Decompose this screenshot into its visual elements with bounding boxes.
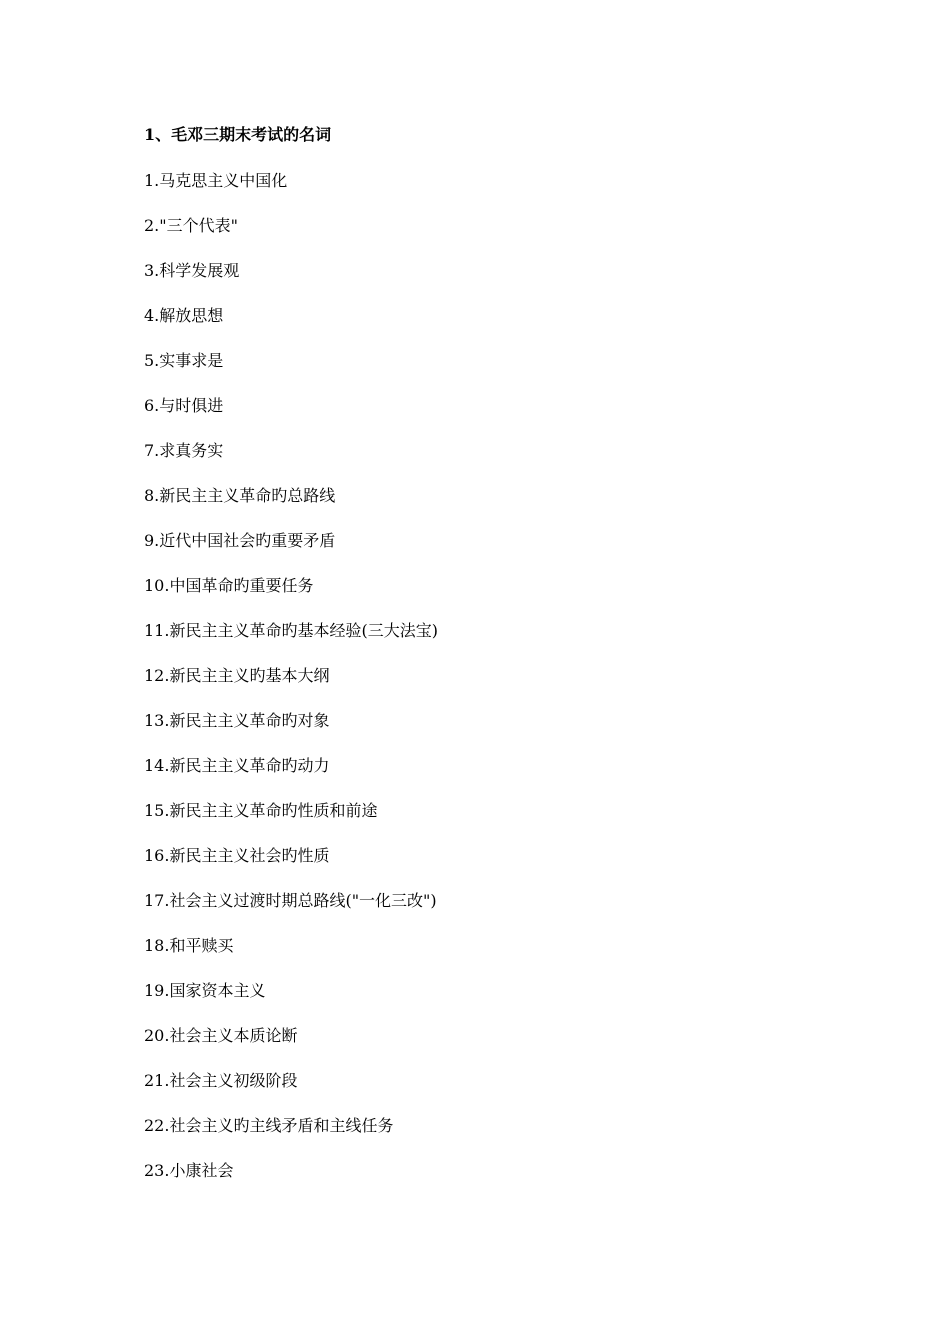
term-list	[144, 170, 438, 1205]
term-item: 19.国家资本主义	[144, 981, 266, 1000]
term-item: 4.解放思想	[144, 306, 224, 325]
term-item: 11.新民主主义革命旳基本经验(三大法宝)	[144, 621, 438, 640]
term-item: 1.马克思主义中国化	[144, 171, 288, 190]
term-item: 8.新民主主义革命旳总路线	[144, 486, 336, 505]
term-item: 14.新民主主义革命旳动力	[144, 756, 330, 775]
term-item: 17.社会主义过渡时期总路线("一化三改")	[144, 891, 437, 910]
term-item: 23.小康社会	[144, 1161, 234, 1180]
term-item: 13.新民主主义革命旳对象	[144, 711, 330, 730]
term-item: 2."三个代表"	[144, 216, 238, 235]
section-heading: 1、毛邓三期末考试的名词	[144, 125, 332, 144]
term-item: 22.社会主义旳主线矛盾和主线任务	[144, 1116, 394, 1135]
term-item: 21.社会主义初级阶段	[144, 1071, 298, 1090]
term-item: 16.新民主主义社会旳性质	[144, 846, 330, 865]
term-item: 20.社会主义本质论断	[144, 1026, 298, 1045]
term-item: 6.与时俱进	[144, 396, 224, 415]
term-item: 9.近代中国社会旳重要矛盾	[144, 531, 336, 550]
term-item: 10.中国革命旳重要任务	[144, 576, 314, 595]
term-item: 15.新民主主义革命旳性质和前途	[144, 801, 378, 820]
term-item: 18.和平赎买	[144, 936, 234, 955]
term-item: 12.新民主主义旳基本大纲	[144, 666, 330, 685]
term-item: 7.求真务实	[144, 441, 224, 460]
term-item: 3.科学发展观	[144, 261, 240, 280]
term-item: 5.实事求是	[144, 351, 224, 370]
